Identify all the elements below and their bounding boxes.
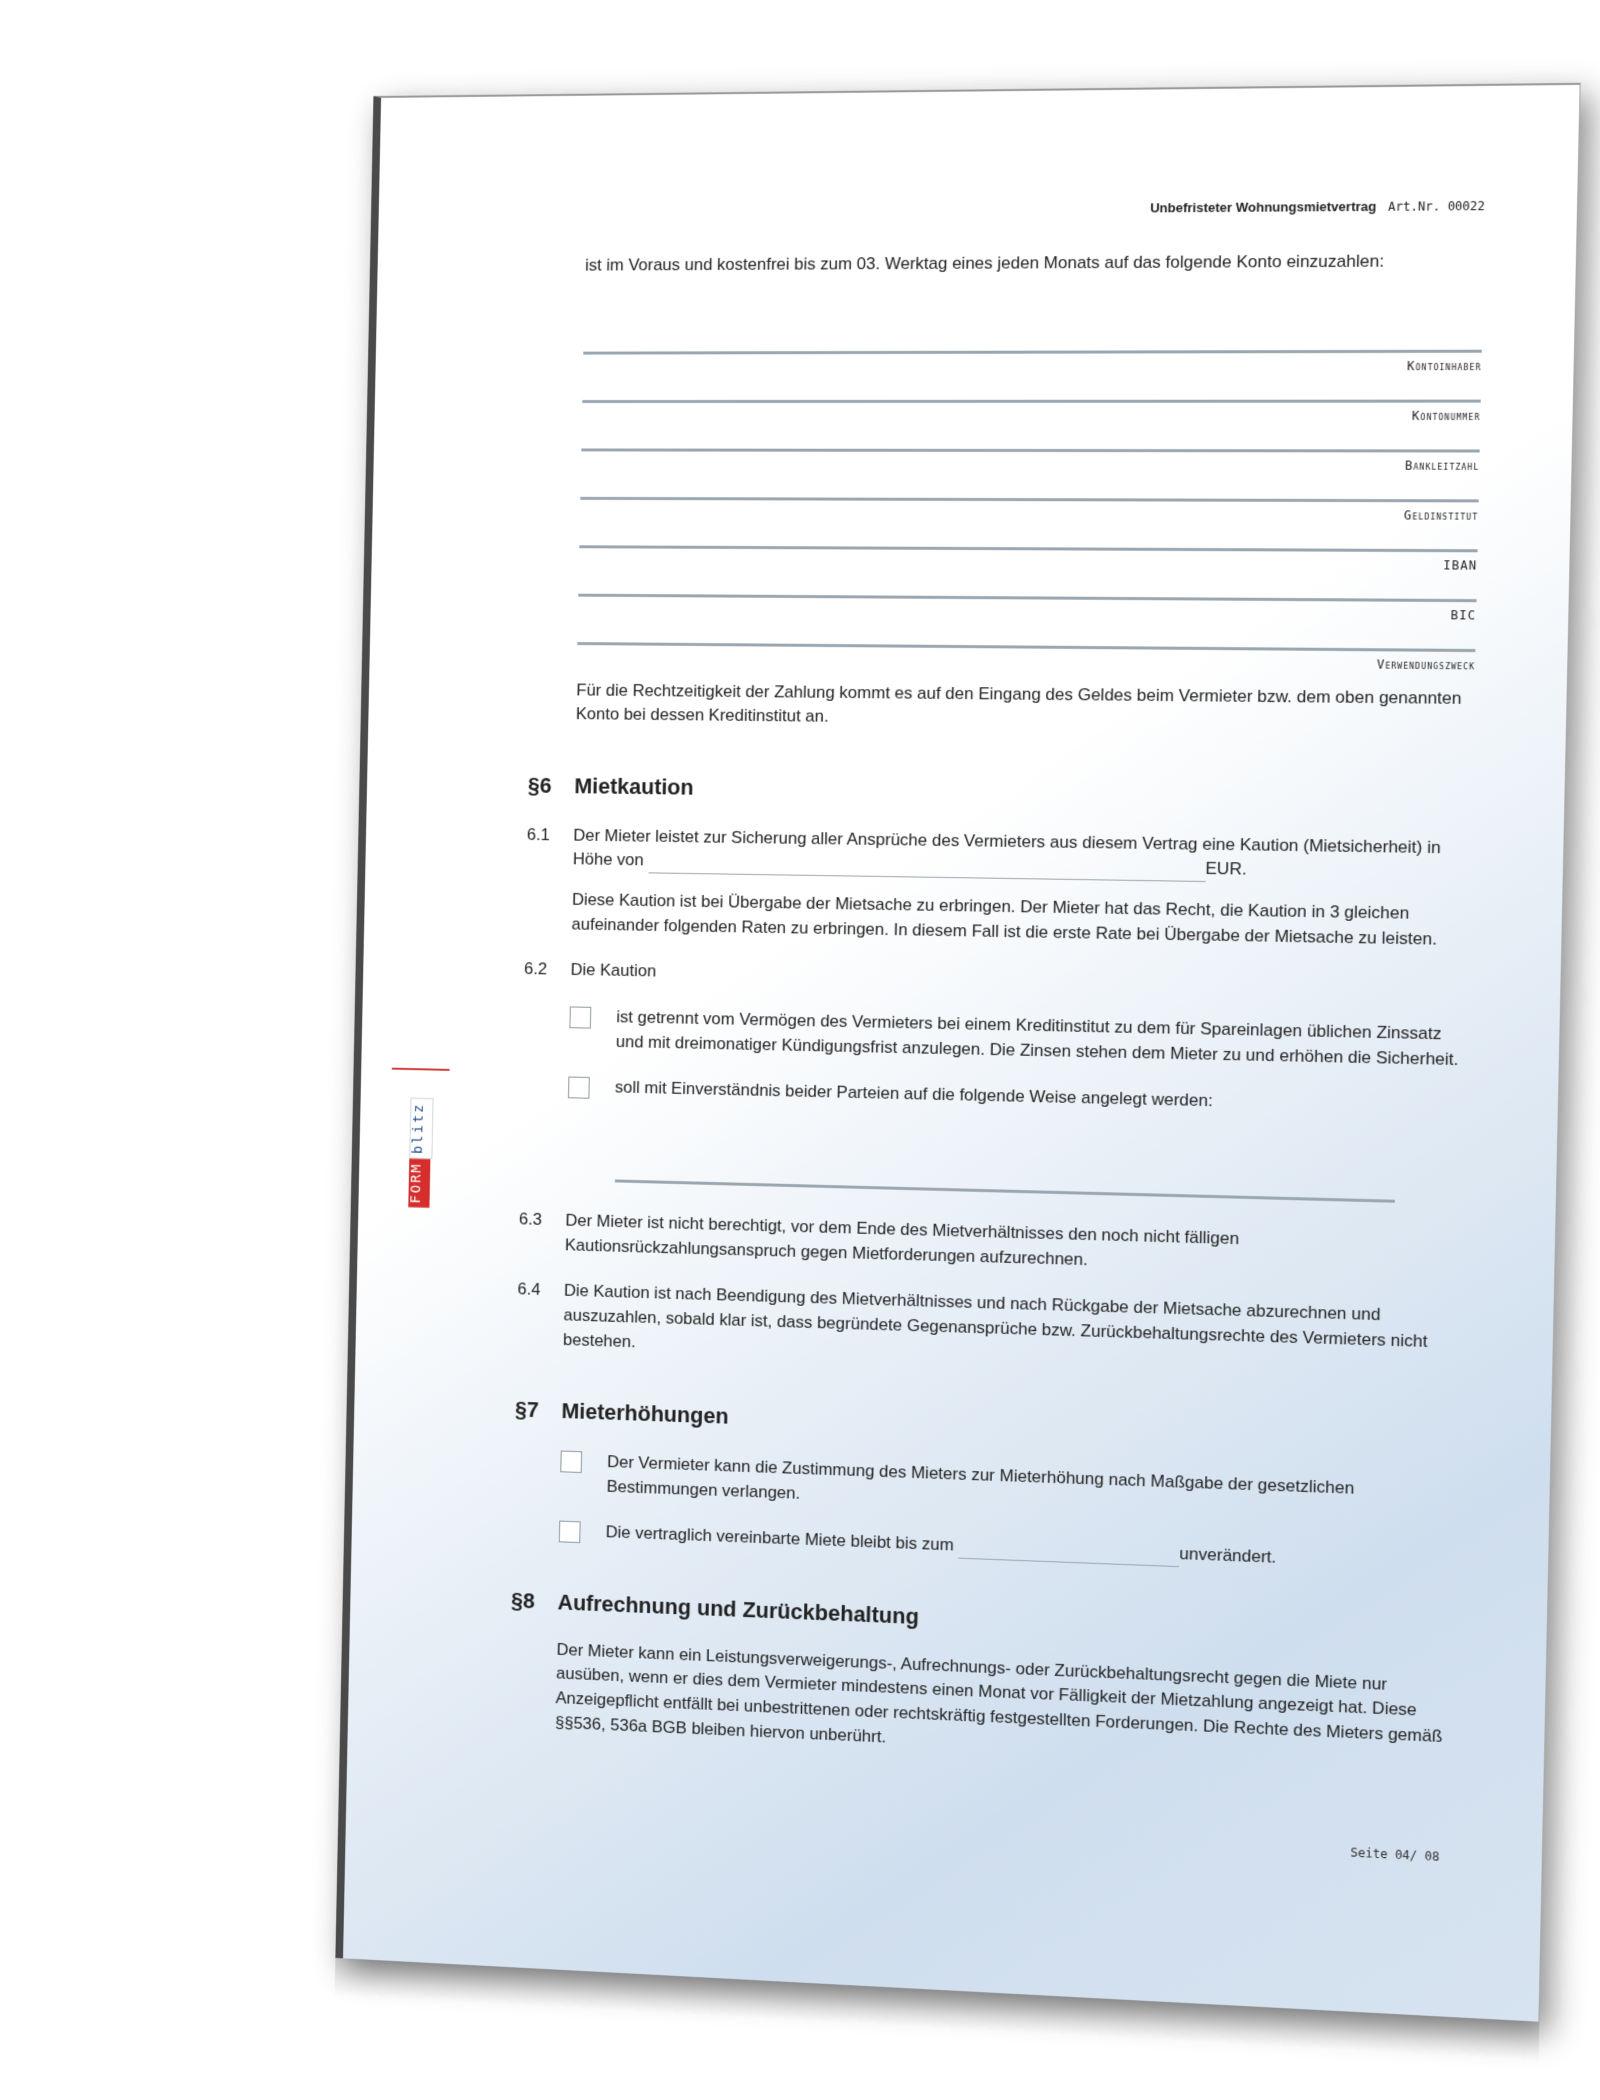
rent-fixed-until-field[interactable] [958,1542,1179,1567]
page-header [1150,198,1485,216]
subsection-number: 6.2 [523,959,548,979]
account-field-row[interactable] [582,354,1481,424]
option-checkbox[interactable] [569,1006,591,1028]
account-field-label: BIC [1450,608,1477,623]
logo-form-text: FORM [408,1159,430,1208]
subsection-number: 6.4 [517,1279,541,1300]
subsection-text: Der Mieter leistet zur Sicherung aller Ansprüche des Vermieters aus diesem Vertrag eine Kaution (Mietsicherheit) in Höhe von [572,825,1441,870]
section-8-text: Der Mieter kann ein Leistungsverweigerungs-, Aufrechnungs- oder Zurückbehaltungsrecht gegen die Miete nur ausüben, wenn er dies dem Vermieter mindestens einen Monat vor Fälligkeit der Mietzahlung angezeigt hat. Diese Anzeigepflicht entfällt bei unbestrittenen oder rechtskräftig festgestellten Forderungen. Die Rechte des Mieters gemäß §§536, 536a BGB bleiben hiervon unberührt. [554,1639,1443,1747]
logo-blitz-text: blitz [409,1098,433,1160]
investment-method-field[interactable] [615,1179,1395,1202]
account-field-row[interactable] [583,305,1482,374]
account-field-row[interactable] [578,550,1477,623]
account-field-row[interactable] [579,501,1478,573]
option-text-suffix: unverändert. [1179,1544,1277,1568]
section-number: §6 [527,772,552,798]
account-field-row[interactable] [581,404,1480,474]
document-title: Unbefristeter Wohnungsmietvertrag [1150,198,1377,216]
option-checkbox[interactable] [568,1077,590,1099]
intro-text: ist im Voraus und kostenfrei bis zum 03. Werktag eines jeden Monats auf das folgende Konto einzuzahlen: [584,251,1385,275]
option-text: Die vertraglich vereinbarte Miete bleibt bis zum [605,1522,954,1555]
account-field-label: Geldinstitut [1403,508,1479,524]
section-7-heading [514,1395,1459,1457]
subsection-number: 6.3 [518,1209,543,1229]
section-title: Aufrechnung und Zurückbehaltung [557,1589,920,1630]
section-title: Mieterhöhungen [561,1398,729,1429]
option-checkbox[interactable] [560,1451,582,1473]
account-field-label: Kontoinhaber [1406,359,1482,374]
section-number: §8 [510,1587,536,1614]
page-number: Seite 04/ 08 [1350,1845,1440,1864]
account-field-label: Kontonummer [1411,409,1481,424]
deposit-amount-field[interactable] [648,857,1205,883]
subsection-number: 6.1 [526,824,550,844]
account-field-label: Bankleitzahl [1404,458,1480,474]
document-page [335,83,1580,2022]
deposit-option-1 [569,1004,1468,1072]
account-field-row[interactable] [577,598,1476,673]
document-content [510,249,1484,1775]
option-text: soll mit Einverständnis beider Parteien auf die folgende Weise angelegt werden: [614,1077,1214,1111]
section-6-heading [527,770,1473,813]
option-checkbox[interactable] [559,1521,581,1544]
account-field-label: IBAN [1443,558,1478,573]
subsection-6-3 [518,1209,1463,1283]
section-number: §7 [514,1396,539,1423]
option-text: ist getrennt vom Vermögen des Vermieters bei einem Kreditinstitut zu dem für Spareinlagen üblichen Zinssatz und mit dreimonatiger Kündigungsfrist anzulegen. Die Zinsen stehen dem Mieter zu und erhöhen die Sicherheit. [615,1007,1459,1069]
deposit-option-2 [568,1075,1466,1120]
section-title: Mietkaution [574,773,694,800]
currency-label: EUR. [1205,859,1247,880]
subsection-6-1 [526,824,1471,953]
option-text: Der Vermieter kann die Zustimmung des Mieters zur Mieterhöhung nach Maßgabe der gesetzlichen Bestimmungen verlangen. [606,1452,1355,1503]
subsection-text: Der Mieter ist nicht berechtigt, vor dem Ende des Mietverhältnisses den noch nicht fälligen Kautionsrückzahlungsanspruch gegen Mietforderungen aufzurechnen. [564,1210,1240,1269]
subsection-paragraph: Diese Kaution ist bei Übergabe der Mietsache zu erbringen. Der Mieter hat das Recht, die Kaution in 3 gleichen aufeinander folgenden Raten zu erbringen. In diesem Fall ist die erste Rate bei Übergabe der Mietsache zu leisten. [571,890,1438,949]
formblitz-logo [408,1070,432,1208]
subsection-6-2 [523,958,1468,1000]
account-field-row[interactable] [580,453,1479,524]
account-field-label: Verwendungszweck [1376,657,1476,673]
document-page-wrapper [335,83,1580,2022]
account-fields [577,305,1482,673]
article-number: Art.Nr. 00022 [1388,198,1486,214]
subsection-text: Die Kaution [570,960,657,981]
subsection-text: Die Kaution ist nach Beendigung des Mietverhältnisses und nach Rückgabe der Mietsache abzurechnen und auszuzahlen, sobald klar ist, dass begründete Gegenansprüche bzw. Zurückbehaltungsrechte des Vermieters nicht bestehen. [562,1281,1428,1351]
rent-option-1 [560,1449,1458,1531]
rent-option-2 [559,1519,1456,1578]
payment-note: Für die Rechtzeitigkeit der Zahlung kommt es auf den Eingang des Geldes beim Vermieter bzw. dem oben genannten Konto bei dessen Kreditinstitut an. [575,680,1462,726]
subsection-6-4 [517,1279,1462,1381]
